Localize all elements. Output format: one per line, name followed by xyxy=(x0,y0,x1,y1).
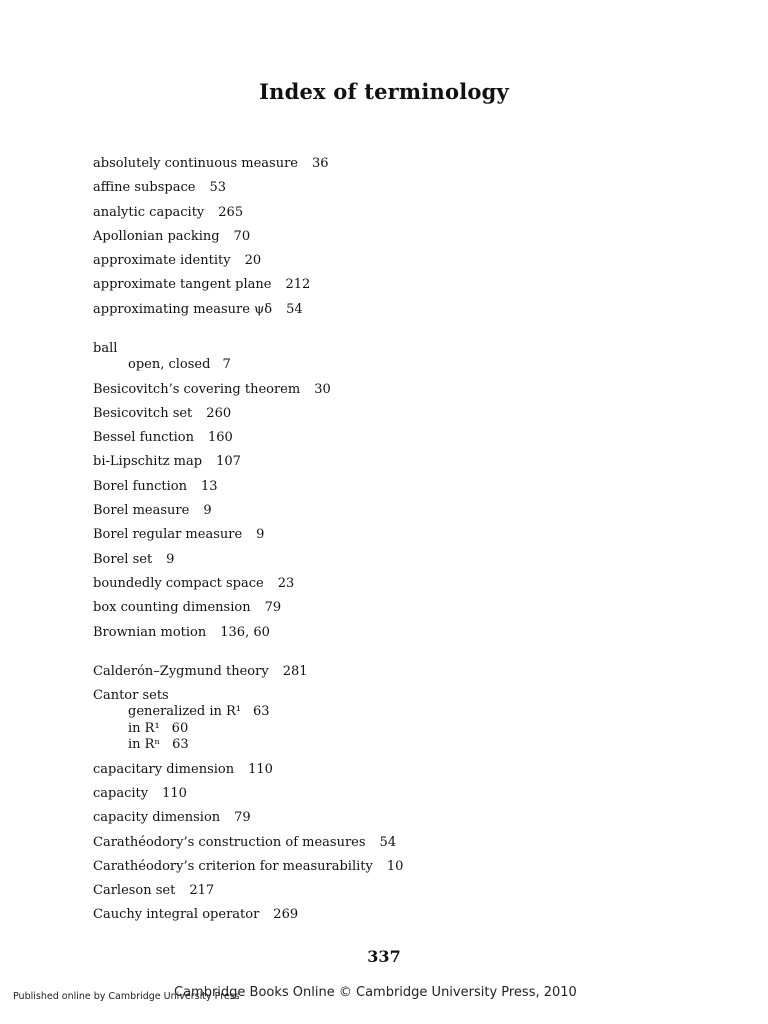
index-entry xyxy=(93,179,713,203)
index-pages: 217 xyxy=(189,883,215,899)
index-entry xyxy=(93,785,713,809)
index-pages: 136, 60 xyxy=(220,624,270,640)
index-term: Carathéodory’s criterion for measurability xyxy=(93,858,373,874)
index-pages: 260 xyxy=(206,405,232,421)
index-term: box counting dimension xyxy=(93,600,251,616)
index-entry xyxy=(93,624,713,648)
index-list xyxy=(93,155,713,931)
index-term: approximate identity xyxy=(93,253,231,269)
footer-published-note: Published online by Cambridge University Press xyxy=(13,991,240,1002)
index-term: affine subspace xyxy=(93,180,196,196)
index-entry xyxy=(93,478,713,502)
index-term: capacitary dimension xyxy=(93,761,235,777)
index-term: capacity xyxy=(93,785,149,801)
index-pages: 36 xyxy=(312,156,329,171)
index-pages: 269 xyxy=(273,907,299,923)
index-term: boundedly compact space xyxy=(93,575,264,591)
index-term: capacity dimension xyxy=(93,810,221,826)
footer-copyright: Cambridge Books Online © Cambridge University Press, 2010 xyxy=(174,985,577,1000)
index-term: Borel measure xyxy=(93,503,190,519)
index-term: Besicovitch’s covering theorem xyxy=(93,381,301,397)
index-term: Cauchy integral operator xyxy=(93,907,260,923)
index-term: Carathéodory’s construction of measures xyxy=(93,834,366,850)
index-entry xyxy=(93,204,713,228)
index-term: Calderón–Zygmund theory xyxy=(93,663,269,679)
index-pages: 107 xyxy=(216,454,241,470)
index-pages: 13 xyxy=(201,478,218,494)
index-entry xyxy=(93,155,713,179)
index-subentry xyxy=(93,704,713,721)
index-entry xyxy=(93,340,713,374)
index-pages: 9 xyxy=(166,551,175,567)
index-entry xyxy=(93,809,713,833)
index-entry xyxy=(93,906,713,930)
index-term: ball xyxy=(93,341,118,357)
index-entry xyxy=(93,687,713,754)
index-pages: 70 xyxy=(233,228,251,244)
index-entry xyxy=(93,502,713,526)
index-entry xyxy=(93,761,713,785)
index-entry xyxy=(93,301,713,325)
index-subterm: in Rⁿ xyxy=(128,737,161,753)
index-subentry xyxy=(93,721,713,738)
index-pages: 110 xyxy=(162,785,187,801)
index-entry xyxy=(93,663,713,687)
index-term: absolutely continuous measure xyxy=(93,156,298,171)
index-term: Borel set xyxy=(93,551,153,567)
index-entry xyxy=(93,276,713,300)
index-pages: 212 xyxy=(285,277,311,293)
index-subterm: in R¹ xyxy=(128,720,160,736)
index-entry xyxy=(93,526,713,550)
index-term: bi-Lipschitz map xyxy=(93,454,203,470)
index-pages: 53 xyxy=(209,180,226,196)
index-subentry xyxy=(93,357,713,374)
index-pages: 79 xyxy=(234,810,251,826)
index-term: Apollonian packing xyxy=(93,228,220,244)
page-number: 337 xyxy=(367,947,401,966)
index-pages: 160 xyxy=(208,430,233,446)
index-subterm: open, closed xyxy=(128,357,211,373)
index-entry xyxy=(93,228,713,252)
index-entry xyxy=(93,453,713,477)
index-pages: 54 xyxy=(379,834,397,850)
index-pages: 9 xyxy=(203,503,212,519)
index-term: Brownian motion xyxy=(93,624,207,640)
page-title: Index of terminology xyxy=(259,79,509,104)
index-term: Cantor sets xyxy=(93,688,169,704)
index-pages: 7 xyxy=(222,357,231,373)
index-entry xyxy=(93,429,713,453)
index-term: Borel regular measure xyxy=(93,527,243,543)
index-pages: 63 xyxy=(253,704,270,720)
index-pages: 281 xyxy=(282,663,308,679)
index-term: analytic capacity xyxy=(93,204,205,220)
index-term: Carleson set xyxy=(93,883,176,899)
index-pages: 30 xyxy=(314,381,331,397)
index-pages: 79 xyxy=(264,600,282,616)
index-term: Borel function xyxy=(93,478,187,494)
index-pages: 10 xyxy=(386,858,404,874)
index-subterm: generalized in R¹ xyxy=(128,704,242,720)
index-subentry xyxy=(93,737,713,754)
index-entry xyxy=(93,575,713,599)
index-pages: 54 xyxy=(286,301,303,317)
index-term: approximating measure ψδ xyxy=(93,301,273,317)
index-term: approximate tangent plane xyxy=(93,277,272,293)
index-pages: 23 xyxy=(277,575,295,591)
index-entry xyxy=(93,834,713,858)
index-entry xyxy=(93,858,713,882)
index-entry xyxy=(93,405,713,429)
index-pages: 20 xyxy=(244,253,262,269)
index-entry xyxy=(93,551,713,575)
index-pages: 265 xyxy=(218,204,244,220)
index-term: Bessel function xyxy=(93,430,194,446)
index-entry xyxy=(93,599,713,623)
index-pages: 9 xyxy=(256,527,265,543)
index-pages: 60 xyxy=(171,720,189,736)
index-pages: 110 xyxy=(248,761,273,777)
index-entry xyxy=(93,252,713,276)
index-term: Besicovitch set xyxy=(93,405,193,421)
index-entry xyxy=(93,381,713,405)
index-pages: 63 xyxy=(172,737,189,753)
index-entry xyxy=(93,882,713,906)
